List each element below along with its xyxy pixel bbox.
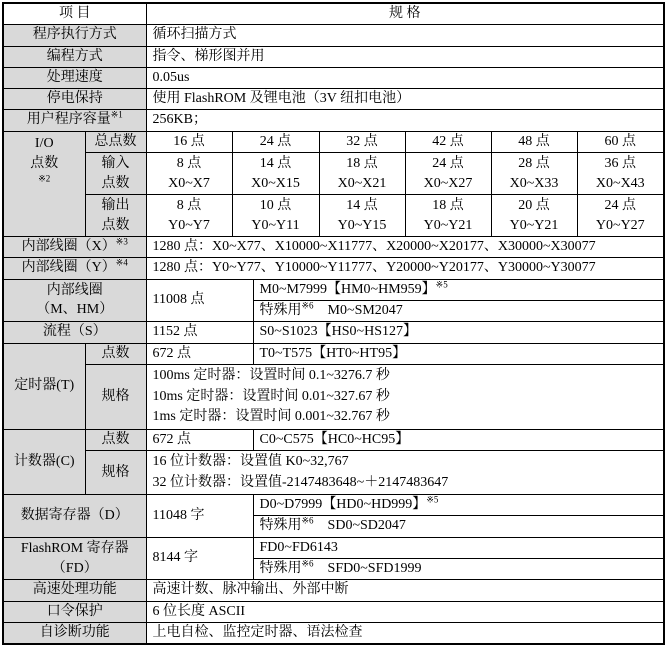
io-total-cell: 48 点 xyxy=(491,131,577,152)
data-reg-range: D0~D7999【HD0~HD999】$^{※5}$ xyxy=(253,495,664,516)
row-flash-reg-range xyxy=(3,537,664,558)
counter-group-label: 计数器(C) xyxy=(3,429,85,494)
capacity-label xyxy=(3,110,146,131)
row-highspeed xyxy=(3,580,664,601)
timer-points-label: 点数 xyxy=(85,343,146,364)
io-input-label: 输入 点数 xyxy=(85,153,146,195)
coil-y-value: 1280 点：Y0~Y77、Y10000~Y11777、Y20000~Y20177、Y30000~Y30077 xyxy=(146,258,664,279)
timer-spec: 100ms 定时器：设置时间 0.1~3276.7 秒 10ms 定时器：设置时间 0.01~327.67 秒 1ms 定时器：设置时间 0.001~32.767 秒 xyxy=(146,364,664,429)
data-reg-footnote-mark: ※5 xyxy=(426,494,439,505)
coil-m-special: 特殊用$^{※6}$ M0~SM2047 xyxy=(253,300,664,321)
coil-y-footnote-mark: ※4 xyxy=(115,257,128,268)
io-output-cell: 24 点 Y0~Y27 xyxy=(577,195,664,237)
counter-spec-label: 规格 xyxy=(85,451,146,495)
flash-reg-points: 8144 字 xyxy=(146,537,253,580)
exec-label: 程序执行方式 xyxy=(3,25,146,46)
timer-points: 672 点 xyxy=(146,343,253,364)
io-total-cell: 32 点 xyxy=(319,131,405,152)
timer-range: T0~T575【HT0~HT95】 xyxy=(253,343,664,364)
selfdiag-value: 上电自检、监控定时器、语法检查 xyxy=(146,622,664,644)
row-speed xyxy=(3,67,664,88)
io-group-label xyxy=(3,131,85,236)
flow-label: 流程（S） xyxy=(3,322,146,343)
selfdiag-label: 自诊断功能 xyxy=(3,622,146,644)
coil-x-label: 内部线圈$(X)^{※3}$ xyxy=(3,237,146,258)
password-label: 口令保护 xyxy=(3,601,146,622)
io-input-cell: 14 点 X0~X15 xyxy=(232,153,319,195)
io-input-cell: 28 点 X0~X33 xyxy=(491,153,577,195)
data-reg-special-footnote-mark: ※6 xyxy=(301,515,314,526)
io-output-label: 输出 点数 xyxy=(85,195,146,237)
flow-points: 1152 点 xyxy=(146,322,253,343)
counter-spec: 16 位计数器：设置值 K0~32,767 32 位计数器：设置值-2147483648~＋2147483647 xyxy=(146,451,664,495)
coil-m-range: M0~M7999【HM0~HM959】$^{※5}$ xyxy=(253,279,664,300)
row-io-input xyxy=(3,153,664,195)
io-label-line2: 点数 xyxy=(30,156,59,172)
coil-x-footnote-mark: ※3 xyxy=(115,236,128,247)
io-total-cell: 16 点 xyxy=(146,131,232,152)
io-output-cell: 14 点 Y0~Y15 xyxy=(319,195,405,237)
io-total-cell: 42 点 xyxy=(405,131,491,152)
row-timer-points xyxy=(3,343,664,364)
row-flow xyxy=(3,322,664,343)
password-value: 6 位长度 ASCII xyxy=(146,601,664,622)
io-output-cell: 20 点 Y0~Y21 xyxy=(491,195,577,237)
timer-spec-label: 规格 xyxy=(85,364,146,429)
io-label-line1: I/O xyxy=(34,135,54,151)
row-capacity xyxy=(3,110,664,131)
row-selfdiag xyxy=(3,622,664,644)
coil-m-label: 内部线圈 （M、HM） xyxy=(3,279,146,322)
row-coil-x xyxy=(3,237,664,258)
io-output-cell: 10 点 Y0~Y11 xyxy=(232,195,319,237)
row-io-total xyxy=(3,131,664,152)
highspeed-value: 高速计数、脉冲输出、外部中断 xyxy=(146,580,664,601)
io-footnote-mark: ※2 xyxy=(38,173,51,184)
flash-reg-label: FlashROM 寄存器 （FD） xyxy=(3,537,146,580)
row-coil-m-range xyxy=(3,279,664,300)
io-total-cell: 24 点 xyxy=(232,131,319,152)
prog-label: 编程方式 xyxy=(3,46,146,67)
data-reg-label: 数据寄存器（D） xyxy=(3,495,146,538)
row-timer-spec xyxy=(3,364,664,429)
plc-spec-table xyxy=(2,2,665,645)
capacity-value: 256KB； xyxy=(146,110,664,131)
io-input-cell: 8 点 X0~X7 xyxy=(146,153,232,195)
coil-m-special-footnote-mark: ※6 xyxy=(301,300,314,311)
exec-value: 循环扫描方式 xyxy=(146,25,664,46)
io-output-cell: 8 点 Y0~Y7 xyxy=(146,195,232,237)
row-prog xyxy=(3,46,664,67)
row-counter-spec xyxy=(3,451,664,495)
counter-points: 672 点 xyxy=(146,429,253,450)
header-item: 项 目 xyxy=(3,3,146,25)
io-input-cell: 24 点 X0~X27 xyxy=(405,153,491,195)
row-data-reg-range xyxy=(3,495,664,516)
row-password xyxy=(3,601,664,622)
data-reg-special: 特殊用$^{※6}$ SD0~SD2047 xyxy=(253,516,664,537)
coil-y-label: 内部线圈$(Y)^{※4}$ xyxy=(3,258,146,279)
coil-m-points: 11008 点 xyxy=(146,279,253,322)
capacity-footnote-mark: ※1 xyxy=(110,109,123,120)
data-reg-points: 11048 字 xyxy=(146,495,253,538)
flash-reg-special: 特殊用$^{※6}$ SFD0~SFD1999 xyxy=(253,559,664,580)
speed-value: 0.05us xyxy=(146,67,664,88)
coil-x-value: 1280 点：X0~X77、X10000~X11777、X20000~X20177、X30000~X30077 xyxy=(146,237,664,258)
io-total-cell: 60 点 xyxy=(577,131,664,152)
flash-reg-range: FD0~FD6143 xyxy=(253,537,664,558)
speed-label: 处理速度 xyxy=(3,67,146,88)
counter-range: C0~C575【HC0~HC95】 xyxy=(253,429,664,450)
io-total-label: 总点数 xyxy=(85,131,146,152)
flash-reg-special-footnote-mark: ※6 xyxy=(301,558,314,569)
header-row xyxy=(3,3,664,25)
highspeed-label: 高速处理功能 xyxy=(3,580,146,601)
coil-m-footnote-mark: ※5 xyxy=(435,279,448,290)
row-retain xyxy=(3,89,664,110)
row-counter-points xyxy=(3,429,664,450)
header-spec: 规 格 xyxy=(146,3,664,25)
io-input-cell: 36 点 X0~X43 xyxy=(577,153,664,195)
timer-group-label: 定时器(T) xyxy=(3,343,85,429)
counter-points-label: 点数 xyxy=(85,429,146,450)
row-coil-y xyxy=(3,258,664,279)
flow-value: S0~S1023【HS0~HS127】 xyxy=(253,322,664,343)
io-output-cell: 18 点 Y0~Y21 xyxy=(405,195,491,237)
prog-value: 指令、梯形图并用 xyxy=(146,46,664,67)
retain-value: 使用 FlashROM 及锂电池（3V 纽扣电池） xyxy=(146,89,664,110)
capacity-label-text: 用户程序容量 xyxy=(26,112,111,128)
row-exec xyxy=(3,25,664,46)
row-io-output xyxy=(3,195,664,237)
io-input-cell: 18 点 X0~X21 xyxy=(319,153,405,195)
retain-label: 停电保持 xyxy=(3,89,146,110)
